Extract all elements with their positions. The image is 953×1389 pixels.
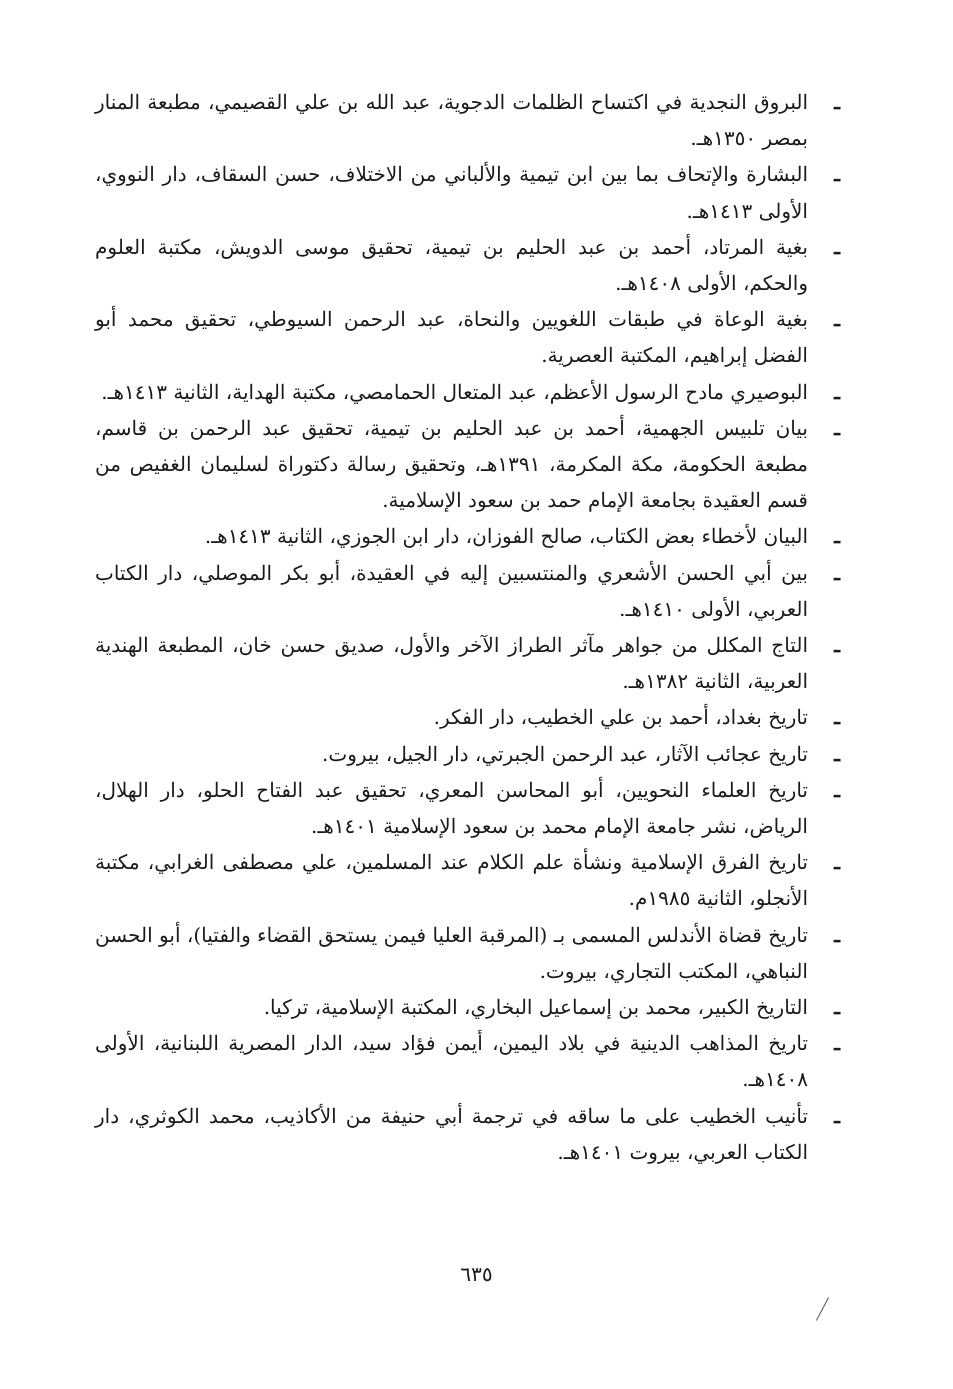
bibliography-entry bbox=[95, 84, 840, 156]
bibliography-entry bbox=[95, 301, 840, 373]
bullet-dash: ـ bbox=[834, 524, 840, 549]
bullet-dash: ـ bbox=[834, 705, 840, 730]
bibliography-list bbox=[95, 84, 840, 1170]
entry-text: البشارة والإتحاف بما بين ابن تيمية والألباني من الاختلاف، حسن السقاف، دار النووي، الأولى ١٤١٣هـ. bbox=[95, 162, 808, 223]
bullet-dash: ـ bbox=[834, 741, 840, 766]
corner-pen-mark bbox=[816, 1297, 829, 1320]
entry-text: تاريخ عجائب الآثار، عبد الرحمن الجبرتي، دار الجيل، بيروت. bbox=[322, 741, 808, 766]
bullet-dash: ـ bbox=[834, 90, 840, 114]
bibliography-entry bbox=[95, 736, 840, 772]
bibliography-entry bbox=[95, 229, 840, 301]
bullet-dash: ـ bbox=[834, 633, 840, 658]
entry-text: تاريخ المذاهب الدينية في بلاد اليمين، أيمن فؤاد سيد، الدار المصرية اللبنانية، الأولى ١٤٠٨هـ. bbox=[95, 1031, 808, 1092]
bullet-dash: ـ bbox=[834, 1103, 840, 1128]
entry-text: البوصيري مادح الرسول الأعظم، عبد المتعال الحمامصي، مكتبة الهداية، الثانية ١٤١٣هـ. bbox=[101, 379, 808, 404]
entry-text: بيان تلبيس الجهمية، أحمد بن عبد الحليم بن تيمية، تحقيق عبد الرحمن بن قاسم، مطبعة الحكومة، مكة المكرمة، ١٣٩١هـ، وتحقيق رسالة دكتوراة لسليمان الغفيص من قسم العقيدة بجامعة الإمام حمد بن سعود الإسلامية. bbox=[95, 415, 808, 513]
bullet-dash: ـ bbox=[834, 234, 840, 259]
bullet-dash: ـ bbox=[834, 379, 840, 404]
entry-text: تاريخ قضاة الأندلس المسمى بـ (المرقبة العليا فيمن يستحق القضاء والفتيا)، أبو الحسن النباهي، المكتب التجاري، بيروت. bbox=[95, 922, 808, 983]
entry-text: تأنيب الخطيب على ما ساقه في ترجمة أبي حنيفة من الأكاذيب، محمد الكوثري، دار الكتاب العربي، بيروت ١٤٠١هـ. bbox=[95, 1103, 808, 1164]
entry-text: تاريخ بغداد، أحمد بن علي الخطيب، دار الفكر. bbox=[433, 705, 808, 730]
bibliography-entry bbox=[95, 1025, 840, 1097]
bullet-dash: ـ bbox=[834, 1031, 840, 1056]
bullet-dash: ـ bbox=[834, 162, 840, 187]
bibliography-entry bbox=[95, 917, 840, 989]
entry-text: بغية المرتاد، أحمد بن عبد الحليم بن تيمية، تحقيق موسى الدويش، مكتبة العلوم والحكم، الأولى ١٤٠٨هـ. bbox=[95, 234, 808, 296]
entry-text: بغية الوعاة في طبقات اللغويين والنحاة، عبد الرحمن السيوطي، تحقيق محمد أبو الفضل إبراهيم، المكتبة العصرية. bbox=[95, 307, 808, 368]
entry-text: البيان لأخطاء بعض الكتاب، صالح الفوزان، دار ابن الجوزي، الثانية ١٤١٣هـ. bbox=[204, 524, 808, 549]
bibliography-entry bbox=[95, 555, 840, 627]
entry-text: التاريخ الكبير، محمد بن إسماعيل البخاري، المكتبة الإسلامية، تركيا. bbox=[263, 995, 808, 1020]
bullet-dash: ـ bbox=[834, 995, 840, 1020]
bullet-dash: ـ bbox=[834, 415, 840, 440]
entry-text: البروق النجدية في اكتساح الظلمات الدجوية، عبد الله بن علي القصيمي، مطبعة المنار بمصر ١٣٥٠هـ. bbox=[95, 90, 808, 151]
bibliography-entry bbox=[95, 1098, 840, 1170]
bibliography-entry bbox=[95, 772, 840, 844]
bibliography-entry bbox=[95, 410, 840, 519]
bullet-dash: ـ bbox=[834, 922, 840, 947]
bullet-dash: ـ bbox=[834, 560, 840, 585]
bibliography-entry bbox=[95, 989, 840, 1025]
bullet-dash: ـ bbox=[834, 777, 840, 802]
page-number: ٦٣٥ bbox=[460, 1262, 493, 1286]
bibliography-entry bbox=[95, 518, 840, 554]
bullet-dash: ـ bbox=[834, 307, 840, 332]
entry-text: تاريخ الفرق الإسلامية ونشأة علم الكلام عند المسلمين، علي مصطفى الغرابي، مكتبة الأنجلو، الثانية ١٩٨٥م. bbox=[95, 850, 808, 911]
bibliography-entry bbox=[95, 699, 840, 735]
bibliography-page bbox=[95, 84, 840, 1170]
entry-text: تاريخ العلماء النحويين، أبو المحاسن المعري، تحقيق عبد الفتاح الحلو، دار الهلال، الرياض، نشر جامعة الإمام محمد بن سعود الإسلامية ١٤٠١هـ. bbox=[95, 777, 808, 839]
entry-text: التاج المكلل من جواهر مآثر الطراز الآخر والأول، صديق حسن خان، المطبعة الهندية العربية، الثانية ١٣٨٢هـ. bbox=[95, 633, 808, 694]
bibliography-entry bbox=[95, 374, 840, 410]
bibliography-entry bbox=[95, 844, 840, 916]
bullet-dash: ـ bbox=[834, 850, 840, 875]
bibliography-entry bbox=[95, 156, 840, 228]
entry-text: بين أبي الحسن الأشعري والمنتسبين إليه في العقيدة، أبو بكر الموصلي، دار الكتاب العربي، الأولى ١٤١٠هـ. bbox=[95, 560, 808, 621]
bibliography-entry bbox=[95, 627, 840, 699]
